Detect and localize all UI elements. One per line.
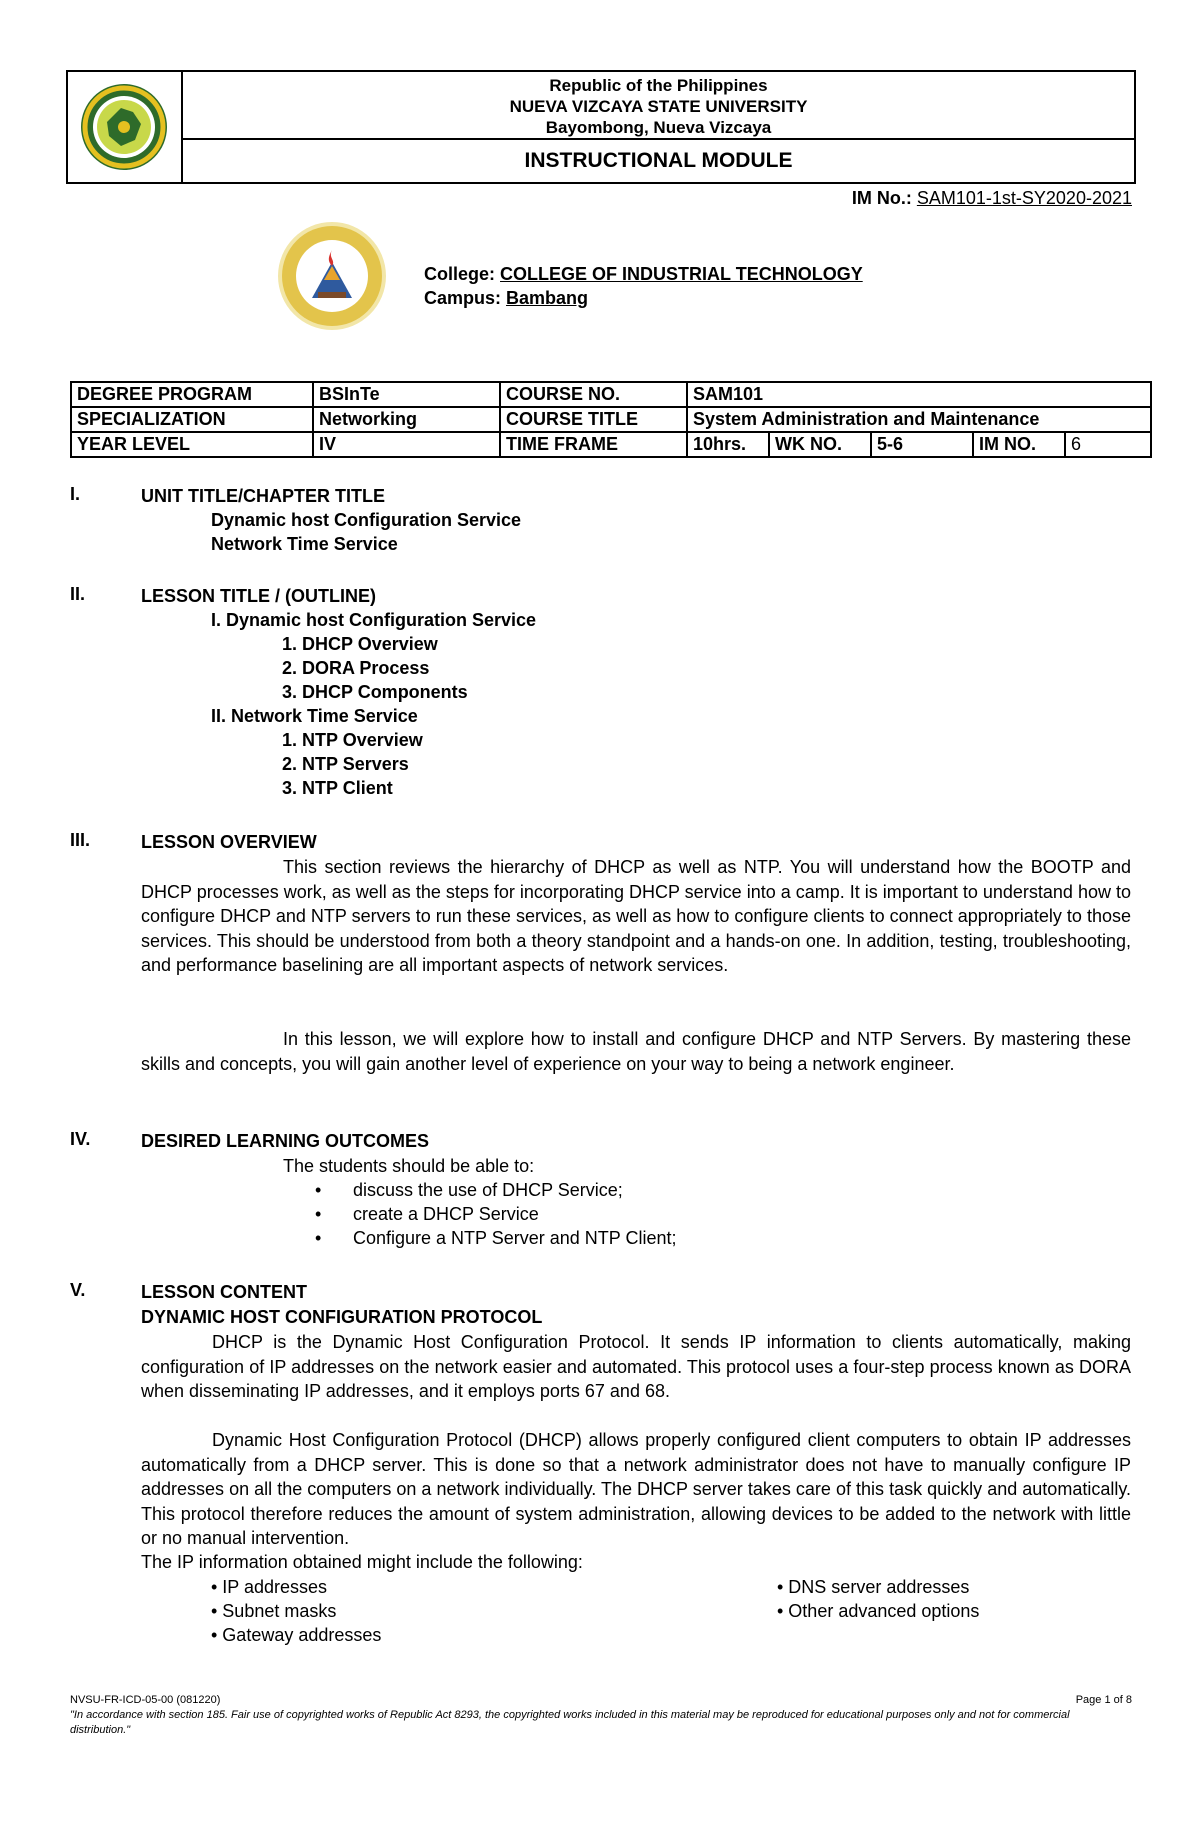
overview-paragraph-1: This section reviews the hierarchy of DHCP as well as NTP. You will understand how the BOOTP and DHCP processes work, as well as the steps for incorporating DHCP service into a camp. It is important to understand how to configure DHCP and NTP servers to run these services, as well as how to configure clients to connect appropriately to those services. This should be understood from both a theory standpoint and a hands-on one. In addition, testing, troubleshooting, and performance baselining are all important aspects of network services. xyxy=(141,857,1131,975)
college-info: College: COLLEGE OF INDUSTRIAL TECHNOLOGY Campus: Bambang xyxy=(424,264,863,308)
table-row: SPECIALIZATION Networking COURSE TITLE System Administration and Maintenance xyxy=(71,407,1151,432)
content-paragraph-3: The IP information obtained might include the following: xyxy=(141,1552,583,1572)
im-number: IM No.: SAM101-1st-SY2020-2021 xyxy=(851,188,1132,208)
nvsu-logo xyxy=(68,72,183,182)
module-header xyxy=(66,70,1136,184)
section-3-title: LESSON OVERVIEW xyxy=(141,832,317,852)
outcomes-list xyxy=(315,1178,676,1250)
ip-info-column-1 xyxy=(211,1575,381,1647)
list-item: • IP addresses xyxy=(211,1577,328,1597)
page-number: Page 1 of 8 xyxy=(1075,1694,1132,1706)
overview-paragraph-2: In this lesson, we will explore how to install and configure DHCP and NTP Servers. By mastering these skills and concepts, you will gain another level of experience on your way to being a network engineer. xyxy=(141,1029,1131,1074)
campus-name: Bambang xyxy=(506,288,589,308)
section-4-title: DESIRED LEARNING OUTCOMES xyxy=(141,1131,430,1151)
section-5-subtitle: DYNAMIC HOST CONFIGURATION PROTOCOL xyxy=(141,1307,543,1327)
section-2-title: LESSON TITLE / (OUTLINE) xyxy=(141,586,376,606)
page-footer xyxy=(70,1693,1132,1738)
header-institution xyxy=(183,72,1134,140)
section-2-outline: I. Dynamic host Configuration Service 1. DHCP Overview 2. DORA Process 3. DHCP Components II. Network Time Service 1. NTP Overview 2. NTP Servers 3. NTP Client xyxy=(211,610,537,798)
header-line1: Republic of the Philippines xyxy=(549,76,768,95)
cit-logo xyxy=(276,220,388,337)
list-item: • Gateway addresses xyxy=(211,1625,382,1645)
module-title: INSTRUCTIONAL MODULE xyxy=(524,149,793,172)
section-1-title: UNIT TITLE/CHAPTER TITLE xyxy=(141,486,385,506)
copyright-notice: "In accordance with section 185. Fair use of copyrighted works of Republic Act 8293, the copyrighted works included in this material may be reproduced for educational purposes only and not for commercial distribution." xyxy=(70,1709,1070,1736)
course-info-table xyxy=(70,381,1152,458)
form-code: NVSU-FR-ICD-05-00 (081220) xyxy=(70,1694,221,1706)
college-name: COLLEGE OF INDUSTRIAL TECHNOLOGY xyxy=(500,264,863,284)
list-item: • Configure a NTP Server and NTP Client; xyxy=(315,1226,676,1250)
section-1-number: I. xyxy=(70,484,81,504)
list-item: • Subnet masks xyxy=(211,1601,337,1621)
list-item: • Other advanced options xyxy=(777,1601,980,1621)
header-line2: NUEVA VIZCAYA STATE UNIVERSITY xyxy=(509,97,808,116)
section-5-number: V. xyxy=(70,1280,86,1300)
section-3-number: III. xyxy=(70,830,91,850)
list-item: • create a DHCP Service xyxy=(315,1202,676,1226)
outcomes-intro: The students should be able to: xyxy=(283,1156,535,1176)
content-paragraph-1: DHCP is the Dynamic Host Configuration Protocol. It sends IP information to clients automatically, making configuration of IP addresses on the network easier and automated. This protocol uses a four-step process known as DORA when disseminating IP addresses, and it employs ports 67 and 68. xyxy=(141,1332,1131,1401)
table-row: DEGREE PROGRAM BSInTe COURSE NO. SAM101 xyxy=(71,382,1151,407)
ip-info-column-2 xyxy=(777,1575,979,1623)
section-5-title: LESSON CONTENT xyxy=(141,1282,308,1302)
section-2-number: II. xyxy=(70,584,86,604)
content-paragraph-2: Dynamic Host Configuration Protocol (DHCP) allows properly configured client computers to obtain IP addresses automatically from a DHCP server. This is done so that a network administrator does not have to manually configure IP addresses on all the computers on a network individually. The DHCP server takes care of this task quickly and automatically. This protocol therefore reduces the amount of system administration, allowing devices to be added to the network with little or no manual intervention. xyxy=(141,1430,1131,1548)
list-item: • DNS server addresses xyxy=(777,1577,970,1597)
header-line3: Bayombong, Nueva Vizcaya xyxy=(545,118,772,137)
section-4-number: IV. xyxy=(70,1129,91,1149)
list-item: • discuss the use of DHCP Service; xyxy=(315,1178,676,1202)
section-1-items: Dynamic host Configuration Service Network Time Service xyxy=(211,510,522,554)
table-row: YEAR LEVEL IV TIME FRAME 10hrs. WK NO. 5-6 IM NO. 6 xyxy=(71,432,1151,457)
